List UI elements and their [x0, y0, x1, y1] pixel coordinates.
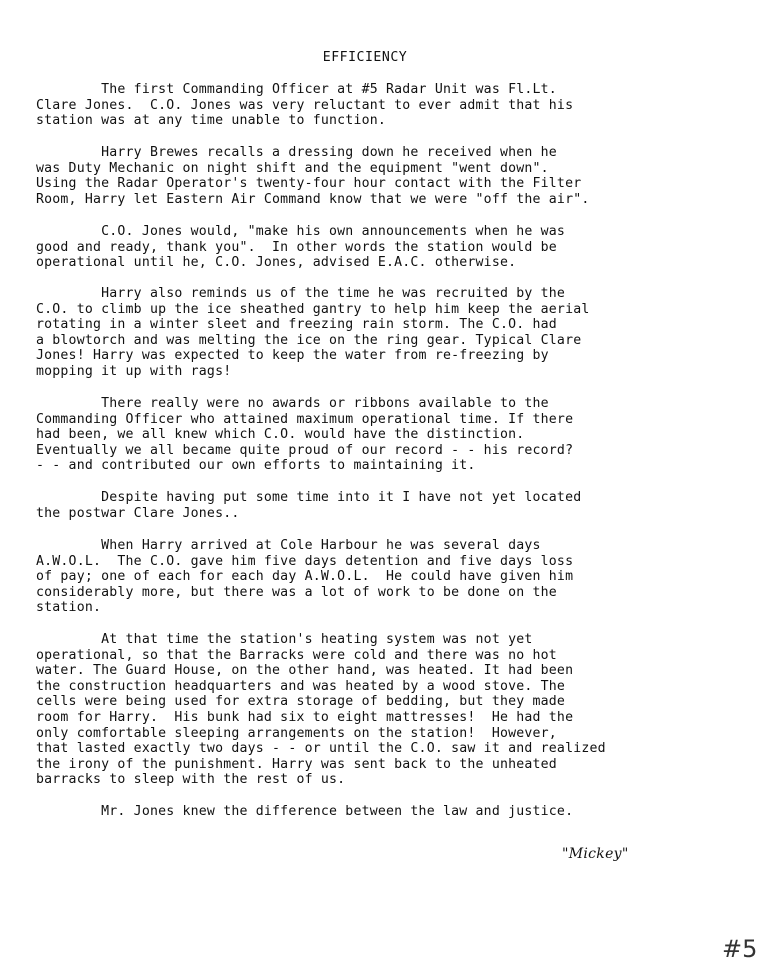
paragraph-6: Despite having put some time into it I have not yet located the postwar Clare Jones.. — [36, 490, 582, 521]
paragraph-1: The first Commanding Officer at #5 Radar Unit was Fl.Lt. Clare Jones. C.O. Jones was very reluctant to ever admit that his station was at any time unable to function. — [36, 82, 574, 129]
paragraph-7: When Harry arrived at Cole Harbour he was several days A.W.O.L. The C.O. gave him five days detention and five days loss of pay; one of each for each day A.W.O.L. He could have given him considerably more, but there was a lot of work to be done on the station. — [36, 538, 574, 616]
paragraph-9: Mr. Jones knew the difference between the law and justice. — [36, 804, 574, 819]
paragraph-3: C.O. Jones would, "make his own announcements when he was good and ready, thank you". In other words the station would be operational until he, C.O. Jones, advised E.A.C. otherwise. — [36, 224, 566, 271]
paragraph-8: At that time the station's heating system was not yet operational, so that the Barracks were cold and there was no hot water. The Guard House, on the other hand, was heated. It had been the construction headquarters and was heated by a wood stove. The cells were being used for extra storage of bedding, but they made room for Harry. His bunk had six to eight mattresses! He had the only comfortable sleeping arrangements on the station! However, that lasted exactly two days - - or until the C.O. saw it and realized the irony of the punishment. Harry was sent back to the unheated barracks to sleep with the rest of us. — [36, 632, 606, 788]
paragraph-2: Harry Brewes recalls a dressing down he received when he was Duty Mechanic on night shift and the equipment "went down". Using the Radar Operator's twenty-four hour contact with the Filter Room, Harry let Eastern Air Command know that we were "off the air". — [36, 145, 590, 207]
paragraph-5: There really were no awards or ribbons available to the Commanding Officer who attained maximum operational time. If there had been, we all knew which C.O. would have the distinction. Eventually we all became quite proud of our record - - his record? - - and contributed our own efforts to maintaining it. — [36, 396, 574, 474]
paragraph-4: Harry also reminds us of the time he was recruited by the C.O. to climb up the ice sheathed gantry to help him keep the aerial rotating in a winter sleet and freezing rain storm. The C.O. had a blowtorch and was melting the ice on the ring gear. Typical Clare Jones! Harry was expected to keep the water from re-freezing by mopping it up with rags! — [36, 286, 590, 379]
page-number: #5 — [722, 935, 757, 963]
signature: "Mickey" — [562, 846, 629, 862]
document-title: EFFICIENCY — [322, 50, 408, 65]
